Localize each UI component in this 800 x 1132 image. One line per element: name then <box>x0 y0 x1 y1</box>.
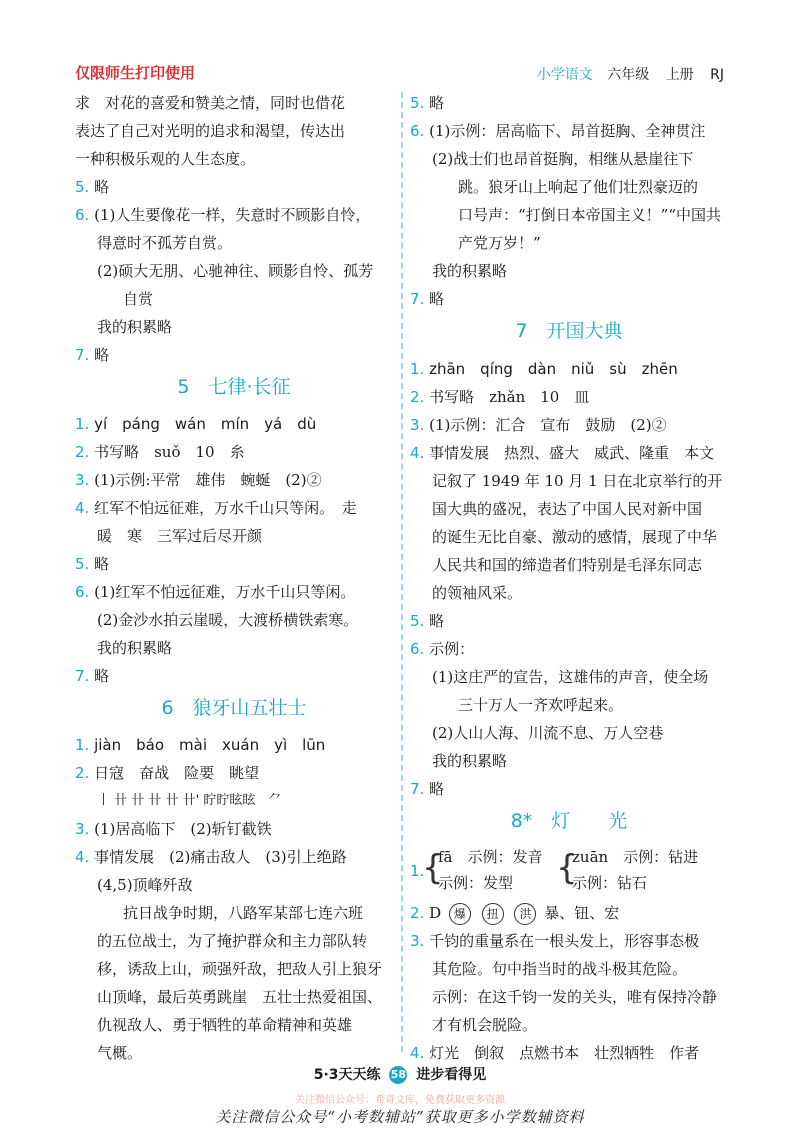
text-line: 三十万人一齐欢呼起来。 <box>458 696 624 714</box>
slogan-label: 进步看得见 <box>416 1067 487 1083</box>
answer-item: 7. 略 <box>410 780 445 798</box>
page-footer <box>0 1064 800 1084</box>
answer-item: 3. (1)居高临下 (2)斩钉截铁 <box>75 820 272 838</box>
answer-item: 7. 略 <box>75 346 110 364</box>
answer-item: 2. 书写略 suǒ 10 糸 <box>75 443 245 461</box>
text-line: 我的积累略 <box>432 262 508 280</box>
answer-item: 6. 示例： <box>410 640 475 658</box>
text-line: 一种积极乐观的人生态度。 <box>75 150 256 168</box>
answer-item: 1. yí páng wán mín yá dù <box>75 415 317 433</box>
text-line: (1)这庄严的宣告，这雄伟的声音，使全场 <box>432 668 709 686</box>
stroke-order: 丨 卄 卄 卄 卄 卄' 眝眝眩眩 ⺈ <box>97 793 282 808</box>
text-line: 气概。 <box>97 1044 143 1062</box>
text-line: 其危险。句中指当时的战斗极其危险。 <box>432 960 688 978</box>
text-line: 我的积累略 <box>97 639 173 657</box>
answer-item: 4. 红军不怕远征难，万水千山只等闲。 走 <box>75 499 357 517</box>
answer-item: 5. 略 <box>410 612 445 630</box>
watermark-top: 关注微信公众号：希奇文库，免费获取更多资源 <box>295 1095 505 1106</box>
text-line: 仇视敌人、勇于牺牲的革命精神和英雄 <box>97 1016 353 1034</box>
text-line: 示例：发型 <box>438 874 514 892</box>
answer-item: 7. 略 <box>75 667 110 685</box>
print-notice: 仅限师生打印使用 <box>75 64 196 82</box>
answer-item: 5. 略 <box>410 94 445 112</box>
text-line: 自赏 <box>123 290 154 308</box>
term-label: 上册 <box>665 67 694 83</box>
text-line: 记叙了 1949 年 10 月 1 日在北京举行的开 <box>432 472 723 490</box>
column-divider <box>401 92 403 1052</box>
circled-char: 爆 <box>449 903 471 925</box>
answer-item: 3. 千钧的重量系在一根头发上，形容事态极 <box>410 932 700 950</box>
text-line: 移，诱敌上山，顽强歼敌，把敌人引上狼牙 <box>97 960 383 978</box>
answer-item: 3. (1)示例:平常 雄伟 蜿蜒 (2)② <box>75 471 322 489</box>
answer-item: 2. 日寇 奋战 险要 眺望 <box>75 764 260 782</box>
answer-item: 4. 灯光 倒叙 点燃书本 壮烈牺牲 作者 <box>410 1044 700 1062</box>
text-line: (4,5)顶峰歼敌 <box>97 876 193 894</box>
text-line: 我的积累略 <box>432 752 508 770</box>
answer-item: 1. zhān qíng dàn niǔ sù zhēn <box>410 360 678 378</box>
answer-item: 4. 事情发展 (2)痛击敌人 (3)引上绝路 <box>75 848 347 866</box>
text-line: (2)人山人海、川流不息、万人空巷 <box>432 724 664 742</box>
text-line: 抗日战争时期，八路军某部七连六班 <box>123 904 364 922</box>
answer-item: 4. 事情发展 热烈、盛大 威武、隆重 本文 <box>410 444 715 462</box>
answer-number: 1. <box>410 862 425 880</box>
text-line: 暖 寒 三军过后尽开颜 <box>97 527 263 545</box>
text-line: 国大典的盛况，表达了中国人民对新中国 <box>432 500 703 518</box>
left-brace-icon: { <box>422 848 444 888</box>
lesson-title: 5 七律·长征 <box>177 376 291 398</box>
text-line: (2)金沙水拍云崖暖，大渡桥横铁索寒。 <box>97 611 359 629</box>
answer-item: 2. D 爆 扭 洪 暴、钮、宏 <box>410 900 619 926</box>
text-line: 表达了自己对光明的追求和渴望，传达出 <box>75 122 346 140</box>
page-number: 58 <box>389 1066 407 1084</box>
lesson-title: 7 开国大典 <box>515 320 623 342</box>
text-line: (2)硕大无朋、心驰神往、顾影自怜、孤芳 <box>97 262 374 280</box>
text-line: 得意时不孤芳自赏。 <box>97 234 233 252</box>
text-line: (2)战士们也昂首挺胸，相继从悬崖往下 <box>432 150 694 168</box>
answer-item: 1. jiàn báo mài xuán yì lūn <box>75 736 326 754</box>
text-line: 人民共和国的缔造者们特别是毛泽东同志 <box>432 556 703 574</box>
text-line: 产党万岁！” <box>458 234 541 252</box>
text-line: 我的积累略 <box>97 318 173 336</box>
text-line: 的诞生无比自豪、激动的感情，展现了中华 <box>432 528 718 546</box>
text-line: 的领袖风采。 <box>432 584 523 602</box>
text-line: 的五位战士，为了掩护群众和主力部队转 <box>97 932 368 950</box>
text-line: 口号声：“打倒日本帝国主义！”“中国共 <box>458 206 722 224</box>
answer-item: 5. 略 <box>75 555 110 573</box>
text-line: zuān 示例：钻进 <box>572 848 699 866</box>
text-line: 才有机会脱险。 <box>432 1016 538 1034</box>
answer-item: 3. (1)示例：汇合 宣布 鼓励 (2)② <box>410 416 667 434</box>
circled-char: 洪 <box>514 903 536 925</box>
circled-char: 扭 <box>482 903 504 925</box>
text-line: 示例：钻石 <box>572 874 648 892</box>
answer-item: 6. (1)人生要像花一样，失意时不顾影自怜， <box>75 206 371 224</box>
answer-item: 6. (1)红军不怕远征难，万水千山只等闲。 <box>75 583 356 601</box>
text-line: 求 对花的喜爱和赞美之情，同时也借花 <box>75 94 346 112</box>
grade-label: 六年级 <box>607 67 650 83</box>
text-line: 山顶峰，最后英勇跳崖 五壮士热爱祖国、 <box>97 988 383 1006</box>
brand-label: 5·3天天练 <box>313 1067 381 1083</box>
lesson-title: 6 狼牙山五壮士 <box>161 697 307 719</box>
book-info <box>537 64 724 84</box>
answer-item: 6. (1)示例：居高临下、昂首挺胸、全神贯注 <box>410 122 706 140</box>
edition-label: RJ <box>710 67 724 83</box>
text-line: 示例：在这千钧一发的关头，唯有保持冷静 <box>432 988 718 1006</box>
subject-label: 小学语文 <box>536 67 593 83</box>
text-line: 跳。狼牙山上响起了他们壮烈豪迈的 <box>458 178 699 196</box>
answer-item: 2. 书写略 zhǎn 10 皿 <box>410 388 590 406</box>
watermark-bottom: 关注微信公众号“小考数辅站”获取更多小学数辅资料 <box>215 1108 585 1126</box>
lesson-title: 8* 灯 光 <box>510 810 628 832</box>
left-brace-icon: { <box>556 848 578 888</box>
answer-item: 5. 略 <box>75 178 110 196</box>
text-line: fā 示例：发音 <box>438 848 543 866</box>
answer-item: 7. 略 <box>410 290 445 308</box>
